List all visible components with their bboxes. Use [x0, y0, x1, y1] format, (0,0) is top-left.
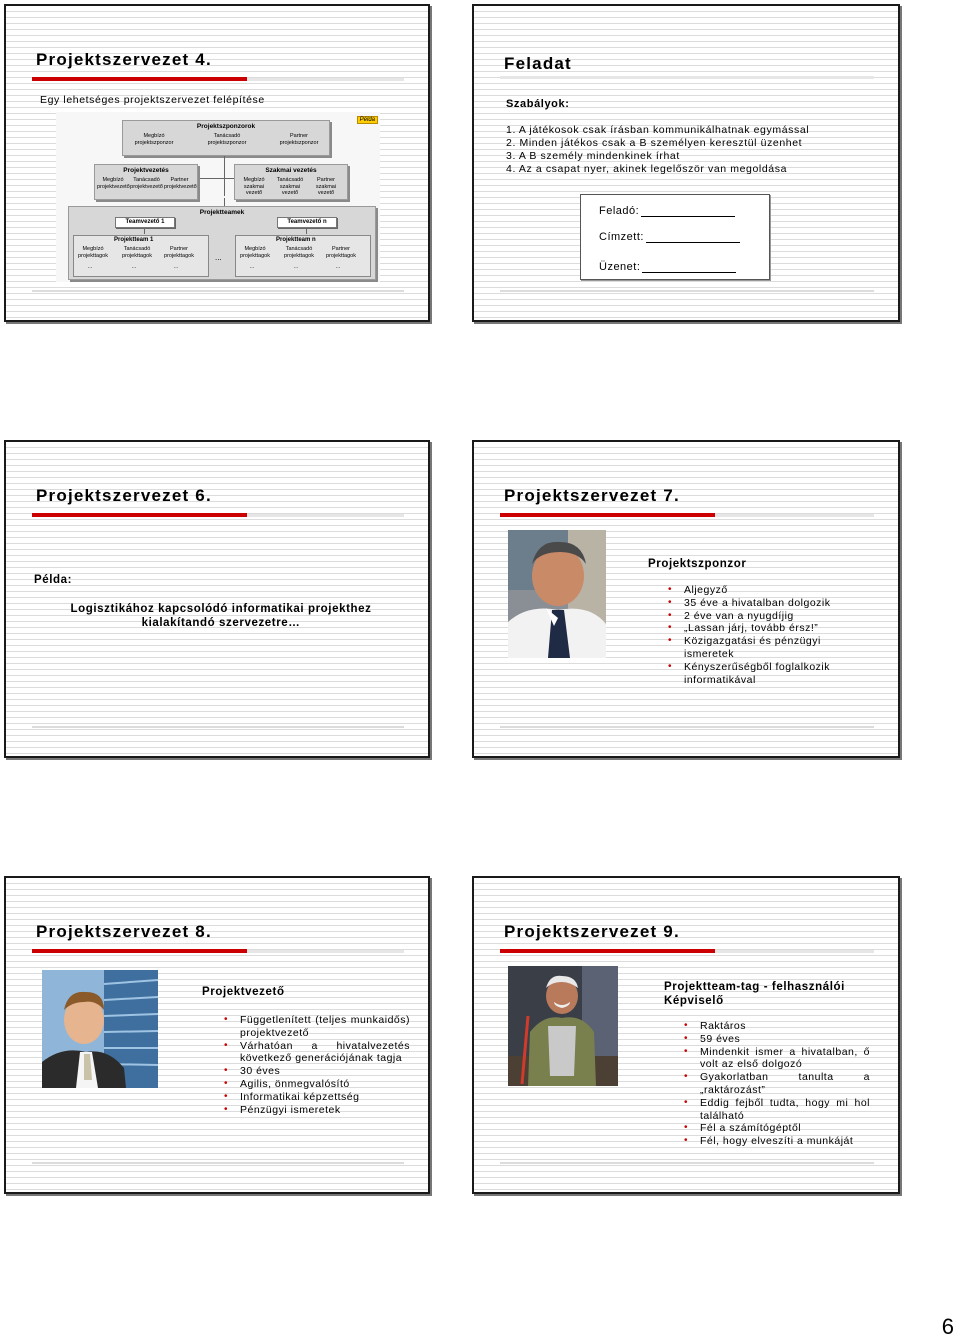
- bullet-item: • 35 éve a hivatalban dolgozik: [668, 597, 848, 610]
- org-cell: Partner projektvezető: [164, 177, 197, 190]
- team-member-photo: [508, 966, 618, 1086]
- manager-bullets: [224, 1014, 410, 1116]
- title-rule: [500, 950, 874, 953]
- org-team-lead: Teamvezető 1: [115, 217, 175, 228]
- message-form: [580, 194, 770, 280]
- org-cell-dots: …: [173, 264, 179, 270]
- org-cell-dots: …: [249, 264, 255, 270]
- bullet-item: • Gyakorlatban tanulta a „raktározást”: [684, 1071, 870, 1097]
- org-cell: Tanácsadó projekttagok: [284, 246, 314, 259]
- org-cell: Megbízó projektvezető: [97, 177, 130, 190]
- title-rule: [32, 78, 404, 81]
- org-connector: [224, 198, 225, 206]
- org-team-title: Projektteam n: [276, 237, 316, 243]
- org-team-box: [235, 235, 371, 277]
- sponsor-bullets: [668, 584, 848, 686]
- org-cell-dots: …: [131, 264, 137, 270]
- bottom-rule: [500, 1162, 874, 1164]
- team-member-bullets: [684, 1020, 870, 1148]
- org-cell: Tanácsadó projektszponzor: [207, 133, 247, 146]
- bottom-rule: [500, 290, 874, 292]
- org-teams-box: [68, 206, 376, 280]
- org-chart: [56, 112, 380, 282]
- bottom-rule: [32, 290, 404, 292]
- org-exec-box: [94, 164, 198, 200]
- bullet-item: • Mindenkit ismer a hivatalban, ő volt az első dolgozó: [684, 1046, 870, 1072]
- bottom-rule: [32, 726, 404, 728]
- bullet-item: • Fél, hogy elveszíti a munkáját: [684, 1135, 870, 1148]
- sender-label: Feladó:: [599, 205, 640, 217]
- org-teams-title: Projektteamek: [199, 209, 245, 216]
- sender-field[interactable]: [599, 205, 735, 217]
- project-manager-photo: [42, 970, 158, 1088]
- org-cell: Megbízó szakmai vezető: [243, 177, 265, 196]
- org-cell: Partner projektszponzor: [279, 133, 319, 146]
- role-title: Projektteam-tag - felhasználói Képviselő: [664, 981, 845, 1007]
- org-cell: Megbízó projekttagok: [78, 246, 108, 259]
- org-cell: Tanácsadó projekttagok: [122, 246, 152, 259]
- example-label: Példa:: [34, 574, 73, 586]
- org-cell: Tanácsadó szakmai vezető: [276, 177, 304, 196]
- role-title: Projektszponzor: [648, 558, 747, 570]
- title-rule: [500, 76, 874, 79]
- rule-item: 3. A B személy mindenkinek írhat: [506, 150, 680, 162]
- slide-title: Projektszervezet 4.: [36, 50, 212, 69]
- bullet-item: • Fél a számítógéptől: [684, 1122, 870, 1135]
- org-cell: Megbízó projektszponzor: [134, 133, 174, 146]
- org-cell-dots: …: [87, 264, 93, 270]
- org-connector: [306, 228, 307, 234]
- recipient-label: Címzett:: [599, 231, 644, 243]
- recipient-field[interactable]: [599, 231, 740, 243]
- slide-projektszervezet-9: [472, 876, 900, 1194]
- rule-item: 4. Az a csapat nyer, akinek legelőször van megoldása: [506, 163, 788, 175]
- title-rule: [32, 514, 404, 517]
- slide-subtitle: Egy lehetséges projektszervezet felépítése: [40, 94, 265, 106]
- bullet-item: • Informatikai képzettség: [224, 1091, 410, 1104]
- org-team-box: [73, 235, 209, 277]
- sponsor-photo: [508, 530, 606, 658]
- rule-item: 2. Minden játékos csak a B személyen keresztül üzenhet: [506, 137, 803, 149]
- slide-projektszervezet-7: [472, 440, 900, 758]
- org-team-title: Projektteam 1: [114, 237, 154, 243]
- bullet-item: • 59 éves: [684, 1033, 870, 1046]
- example-badge: Példa: [357, 116, 378, 124]
- bullet-item: • Kényszerűségből foglalkozik informatikával: [668, 661, 848, 687]
- slide-title: Projektszervezet 6.: [36, 486, 212, 505]
- slide-title: Projektszervezet 9.: [504, 922, 680, 941]
- bullet-item: • Közigazgatási és pénzügyi ismeretek: [668, 635, 848, 661]
- org-prof-title: Szakmai vezetés: [265, 167, 317, 174]
- org-sponsors-box: [122, 120, 330, 156]
- page-number: 6: [941, 1314, 954, 1339]
- bottom-rule: [500, 726, 874, 728]
- slide-title: Projektszervezet 8.: [36, 922, 212, 941]
- slide-projektszervezet-8: [4, 876, 430, 1194]
- rule-item: 1. A játékosok csak írásban kommunikálhatnak egymással: [506, 124, 810, 136]
- message-field[interactable]: [599, 261, 736, 273]
- rules-title: Szabályok:: [506, 98, 570, 110]
- bullet-item: • 2 éve van a nyugdíjig: [668, 610, 848, 623]
- org-cell: Tanácsadó projektvezető: [130, 177, 163, 190]
- slide-feladat: [472, 4, 900, 322]
- bullet-item: • Várhatóan a hivatalvezetés következő generációjának tagja: [224, 1040, 410, 1066]
- slide-projektszervezet-4: [4, 4, 430, 322]
- org-cell: Megbízó projekttagok: [240, 246, 270, 259]
- bullet-item: • Aljegyző: [668, 584, 848, 597]
- org-connector: [224, 156, 225, 196]
- message-label: Üzenet:: [599, 261, 641, 273]
- title-rule: [500, 514, 874, 517]
- slide-projektszervezet-6: [4, 440, 430, 758]
- bullet-item: • Függetlenített (teljes munkaidős) projektvezető: [224, 1014, 410, 1040]
- slide-title: Projektszervezet 7.: [504, 486, 680, 505]
- slide-title: Feladat: [504, 54, 572, 73]
- org-cell: Partner projekttagok: [164, 246, 194, 259]
- org-exec-title: Projektvezetés: [123, 167, 169, 174]
- example-text: Logisztikához kapcsolódó informatikai projekthez kialakítandó szervezetre…: [70, 603, 372, 629]
- org-teams-ellipsis: ...: [215, 253, 222, 262]
- title-rule: [32, 950, 404, 953]
- org-cell-dots: …: [335, 264, 341, 270]
- role-title: Projektvezető: [202, 986, 285, 998]
- org-connector: [194, 178, 234, 179]
- bullet-item: • Raktáros: [684, 1020, 870, 1033]
- org-cell-dots: …: [293, 264, 299, 270]
- org-prof-box: [234, 164, 348, 200]
- org-connector: [144, 228, 145, 234]
- org-cell: Partner projekttagok: [326, 246, 356, 259]
- bullet-item: • 30 éves: [224, 1065, 410, 1078]
- org-team-lead: Teamvezető n: [277, 217, 337, 228]
- bullet-item: • Eddig fejből tudta, hogy mi hol található: [684, 1097, 870, 1123]
- org-sponsors-title: Projektszponzorok: [196, 123, 256, 130]
- bullet-item: • Agilis, önmegvalósító: [224, 1078, 410, 1091]
- org-cell: Partner szakmai vezető: [315, 177, 337, 196]
- bullet-item: • „Lassan járj, tovább érsz!”: [668, 622, 848, 635]
- bottom-rule: [32, 1162, 404, 1164]
- bullet-item: • Pénzügyi ismeretek: [224, 1104, 410, 1117]
